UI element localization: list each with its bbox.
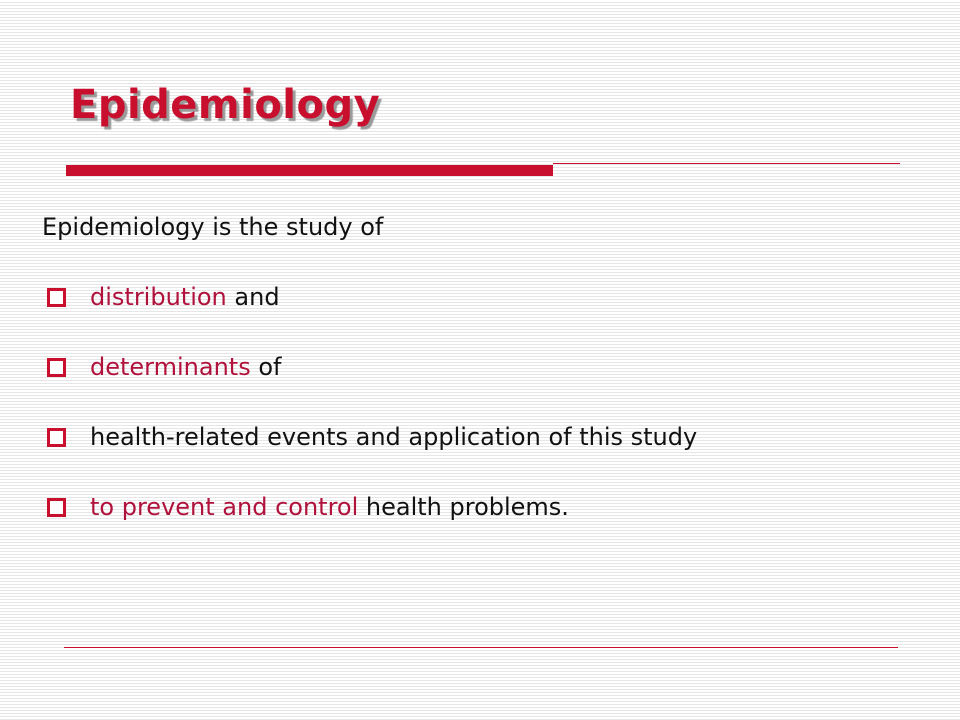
bullet-text [90,418,697,456]
hollow-square-icon [47,358,66,377]
bullet-rest: health-related events and application of this study [90,423,698,451]
bullet-text [90,278,280,316]
hollow-square-icon [47,498,66,517]
bullet-item-distribution [42,278,922,316]
slide-body [42,208,922,558]
bullet-item-prevent-control [42,488,922,526]
bullet-text [90,488,569,526]
bullet-list [42,278,922,526]
hollow-square-icon [47,428,66,447]
bullet-rest: and [226,283,280,311]
slide-title: Epidemiology [70,82,381,128]
footer-divider [64,647,898,648]
bullet-highlight: to prevent and control [90,493,359,521]
intro-text: Epidemiology is the study of [42,213,384,241]
bullet-rest: health problems. [358,493,569,521]
bullet-rest: of [250,353,282,381]
title-underline-thin [553,163,900,164]
bullet-text [90,348,281,386]
bullet-highlight: determinants [90,353,251,381]
bullet-item-health-events [42,418,922,456]
bullet-highlight: distribution [90,283,227,311]
title-underline-thick [66,165,553,176]
hollow-square-icon [47,288,66,307]
bullet-item-determinants [42,348,922,386]
